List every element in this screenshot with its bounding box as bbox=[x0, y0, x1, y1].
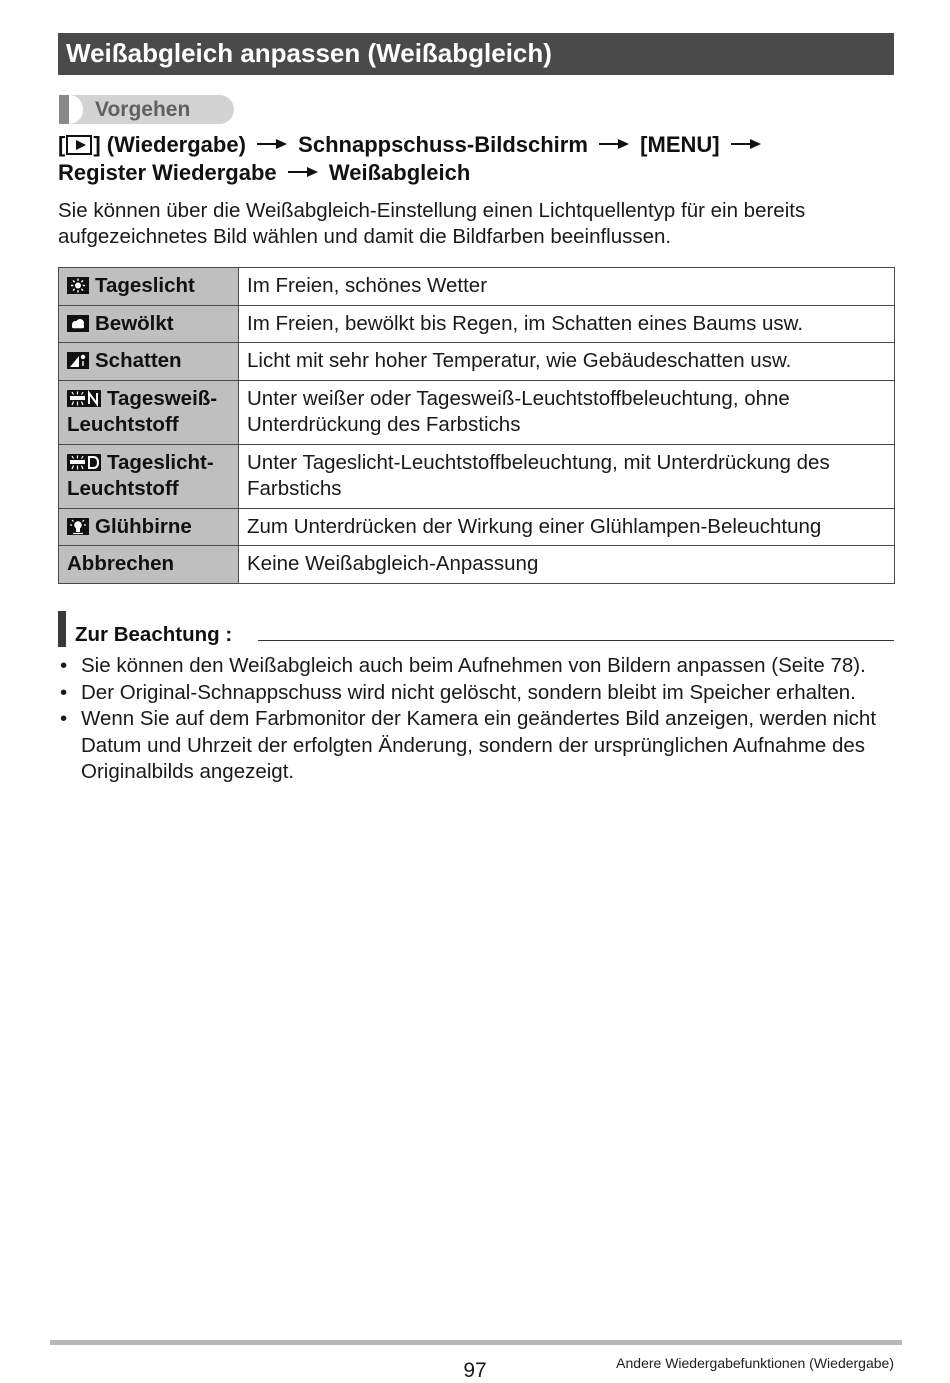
table-row bbox=[59, 380, 895, 444]
table-value: Licht mit sehr hoher Temperatur, wie Gebäudeschatten usw. bbox=[239, 343, 895, 381]
menu-path bbox=[58, 131, 888, 187]
procedure-tab bbox=[59, 95, 69, 124]
procedure-label bbox=[59, 95, 234, 124]
note-title: Zur Beachtung : bbox=[75, 623, 233, 646]
footer-section-title: Andere Wiedergabefunktionen (Wiedergabe) bbox=[616, 1355, 894, 1371]
table-key-cell bbox=[59, 305, 239, 343]
table-value: Unter Tageslicht-Leuchtstoffbeleuchtung, mit Unterdrückung des Farbstichs bbox=[239, 444, 895, 508]
list-item-text: Sie können den Weißabgleich auch beim Aufnehmen von Bildern anpassen (Seite 78). bbox=[81, 654, 866, 677]
page-title: Weißabgleich anpassen (Weißabgleich) bbox=[58, 33, 894, 75]
bullet: • bbox=[60, 680, 68, 704]
path-step-menu: [MENU] bbox=[640, 132, 720, 157]
note-list bbox=[58, 653, 894, 786]
procedure-notch bbox=[69, 95, 83, 124]
list-item-text: Der Original-Schnappschuss wird nicht gelöscht, sondern bleibt im Speicher erhalten. bbox=[81, 680, 856, 704]
table-key-cell bbox=[59, 546, 239, 584]
table-key-line-2: Leuchtstoff bbox=[67, 413, 179, 436]
intro-text: Sie können über die Weißabgleich-Einstellung einen Lichtquellentyp für ein bereits aufgezeichnetes Bild wählen und damit die Bildfarben beeinflussen. bbox=[58, 199, 806, 248]
table-value: Keine Weißabgleich-Anpassung bbox=[239, 546, 895, 584]
table-key-cell bbox=[59, 343, 239, 381]
table-key: Glühbirne bbox=[95, 514, 192, 538]
table-key: Abbrechen bbox=[67, 552, 175, 575]
table-key: Tageslicht bbox=[95, 274, 195, 297]
path-step-white-balance: Weißabgleich bbox=[328, 160, 471, 185]
playback-icon bbox=[66, 135, 92, 155]
procedure-label-text: Vorgehen bbox=[95, 98, 191, 121]
list-item-text: Wenn Sie auf dem Farbmonitor der Kamera ein geändertes Bild anzeigen, werden nicht Datum und Uhrzeit der erfolgten Änderung, sondern der ursprünglichen Aufnahme des Originalbilds angezeigt. bbox=[81, 707, 877, 783]
table-key: Tagesweiß- bbox=[107, 386, 218, 410]
table-row bbox=[59, 268, 895, 306]
table-key: Bewölkt bbox=[95, 311, 174, 335]
fluorescent-n-icon bbox=[67, 390, 101, 407]
bullet: • bbox=[60, 707, 68, 730]
path-step-register: Register Wiedergabe bbox=[58, 160, 277, 185]
page-number: 97 bbox=[463, 1359, 487, 1382]
footer-divider bbox=[50, 1340, 902, 1345]
table-row bbox=[59, 343, 895, 381]
table-key-line-2: Leuchtstoff bbox=[67, 477, 179, 500]
arrow-right-icon bbox=[598, 138, 630, 150]
table-key: Schatten bbox=[95, 349, 182, 372]
table-value: Im Freien, schönes Wetter bbox=[239, 268, 895, 306]
table-row bbox=[59, 546, 895, 584]
cloud-icon bbox=[67, 315, 89, 332]
arrow-right-icon bbox=[256, 138, 288, 150]
table-row bbox=[59, 508, 895, 546]
arrow-right-icon bbox=[730, 138, 762, 150]
path-step-playback: ] (Wiedergabe) bbox=[93, 132, 246, 157]
note-divider bbox=[258, 640, 894, 641]
menu-path-line-1 bbox=[58, 131, 888, 159]
arrow-right-icon bbox=[287, 166, 319, 178]
shade-icon bbox=[67, 352, 89, 369]
path-step-playback-open: [ bbox=[58, 132, 66, 157]
bullet: • bbox=[60, 654, 68, 677]
list-item bbox=[58, 706, 894, 786]
table-key-cell bbox=[59, 444, 239, 508]
table-row bbox=[59, 305, 895, 343]
note-marker bbox=[58, 611, 66, 647]
table-key-cell bbox=[59, 380, 239, 444]
list-item bbox=[58, 680, 894, 707]
table-row bbox=[59, 444, 895, 508]
table-value: Im Freien, bewölkt bis Regen, im Schatten eines Baums usw. bbox=[239, 305, 895, 343]
menu-path-line-2 bbox=[58, 159, 888, 187]
fluorescent-d-icon bbox=[67, 454, 101, 471]
table-key-cell bbox=[59, 268, 239, 306]
sun-icon bbox=[67, 277, 89, 294]
list-item bbox=[58, 653, 894, 680]
white-balance-table bbox=[58, 267, 895, 584]
bulb-icon bbox=[67, 518, 89, 535]
path-step-snapshot: Schnappschuss-Bildschirm bbox=[298, 132, 588, 157]
table-key-cell bbox=[59, 508, 239, 546]
table-value: Zum Unterdrücken der Wirkung einer Glühlampen-Beleuchtung bbox=[239, 508, 895, 546]
table-value: Unter weißer oder Tagesweiß-Leuchtstoffbeleuchtung, ohne Unterdrückung des Farbstichs bbox=[239, 380, 895, 444]
table-key: Tageslicht- bbox=[107, 450, 214, 474]
